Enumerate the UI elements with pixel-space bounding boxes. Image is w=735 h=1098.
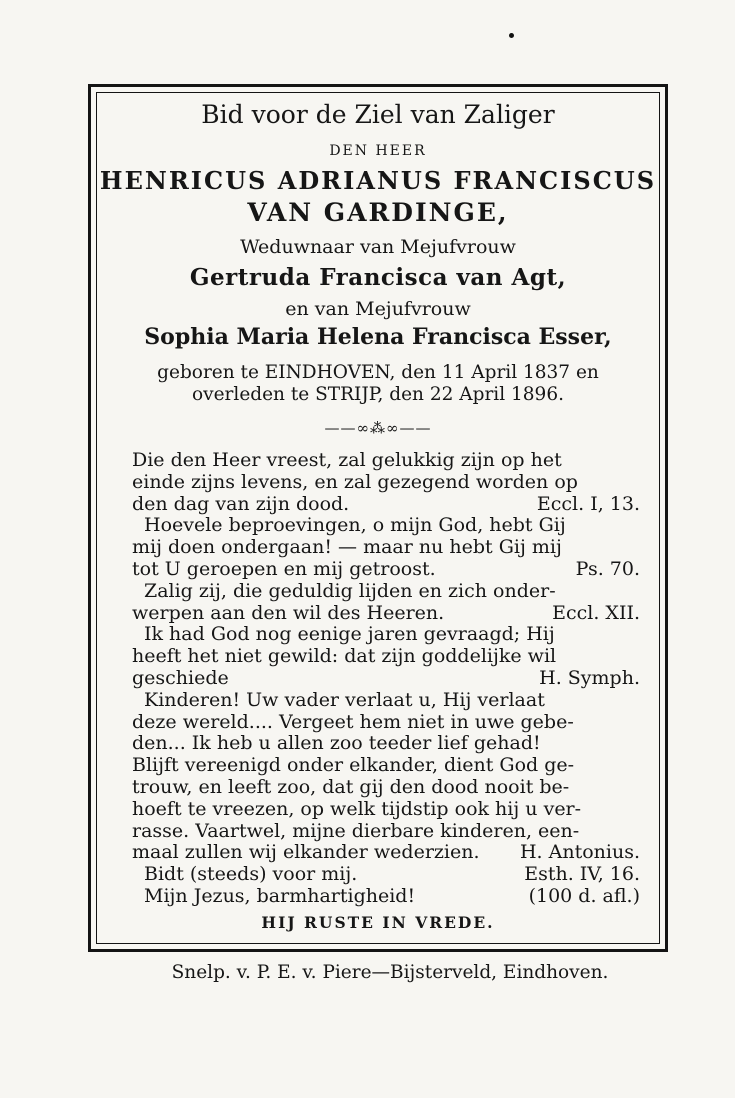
birth-line: geboren te EINDHOVEN, den 11 April 1837 en xyxy=(157,362,599,383)
deceased-surname: VAN GARDINGE, xyxy=(247,198,509,227)
and-line: en van Mejufvrouw xyxy=(285,298,471,320)
verse-line: Die den Heer vreest, zal gelukkig zijn op het xyxy=(132,449,562,471)
verse-line: Bidt (steeds) voor mij. Esth. IV, 16. xyxy=(144,863,640,886)
verse-line: den dag van zijn dood. Eccl. I, 13. xyxy=(132,492,640,515)
verse-line: Zalig zij, die geduldig lijden en zich onder- xyxy=(144,579,556,602)
verse-line: rasse. Vaartwel, mijne dierbare kinderen, een- xyxy=(132,819,580,842)
second-spouse-name: Sophia Maria Helena Francisca Esser, xyxy=(144,324,612,350)
verse-line: Hoevele beproevingen, o mijn God, hebt Gij xyxy=(144,514,566,537)
verse-line: maal zullen wij elkander wederzien. H. Antonius. xyxy=(132,841,640,864)
verse-line: mij doen ondergaan! — maar nu hebt Gij mij xyxy=(132,536,562,559)
verse-line: deze wereld.... Vergeet hem niet in uwe gebe- xyxy=(132,710,574,733)
verse-line: heeft het niet gewild: dat zijn goddelijke wil xyxy=(132,645,557,668)
widower-line: Weduwnaar van Mejufvrouw xyxy=(240,236,516,258)
verse-line: Blijft vereenigd onder elkander, dient God ge- xyxy=(132,754,575,777)
verse-text xyxy=(132,450,640,908)
verse-line: einde zijns levens, en zal gezegend worden op xyxy=(132,470,578,493)
verse-line: Kinderen! Uw vader verlaat u, Hij verlaat xyxy=(144,688,545,711)
first-spouse-name: Gertruda Francisca van Agt, xyxy=(189,264,567,291)
verse-line: Ik had God nog eenige jaren gevraagd; Hij xyxy=(144,623,555,646)
verse-line: hoeft te vreezen, op welk tijdstip ook hij u ver- xyxy=(132,797,582,820)
closing-line: HIJ RUSTE IN VREDE. xyxy=(261,913,495,932)
verse-line: trouw, en leeft zoo, dat gij den dood nooit be- xyxy=(132,775,570,798)
printer-imprint: Snelp. v. P. E. v. Piere—Bijsterveld, Eindhoven. xyxy=(171,962,609,983)
verse-line: Mijn Jezus, barmhartigheid! (100 d. afl.) xyxy=(144,884,640,907)
death-line: overleden te STRIJP, den 22 April 1896. xyxy=(192,384,564,405)
ink-dot xyxy=(509,33,514,38)
ornament-divider: ——∞⁂∞—— xyxy=(324,419,432,437)
verse-line: geschiede H. Symph. xyxy=(132,666,640,689)
prayer-heading: Bid voor de Ziel van Zaliger xyxy=(201,100,555,129)
title-den-heer: DEN HEER xyxy=(329,143,427,159)
deceased-given-names: HENRICUS ADRIANUS FRANCISCUS xyxy=(99,166,657,195)
verse-line: tot U geroepen en mij getroost. Ps. 70. xyxy=(132,557,640,580)
verse-line: werpen aan den wil des Heeren. Eccl. XII. xyxy=(132,601,640,624)
verse-line: den... Ik heb u allen zoo teeder lief gehad! xyxy=(132,732,541,755)
